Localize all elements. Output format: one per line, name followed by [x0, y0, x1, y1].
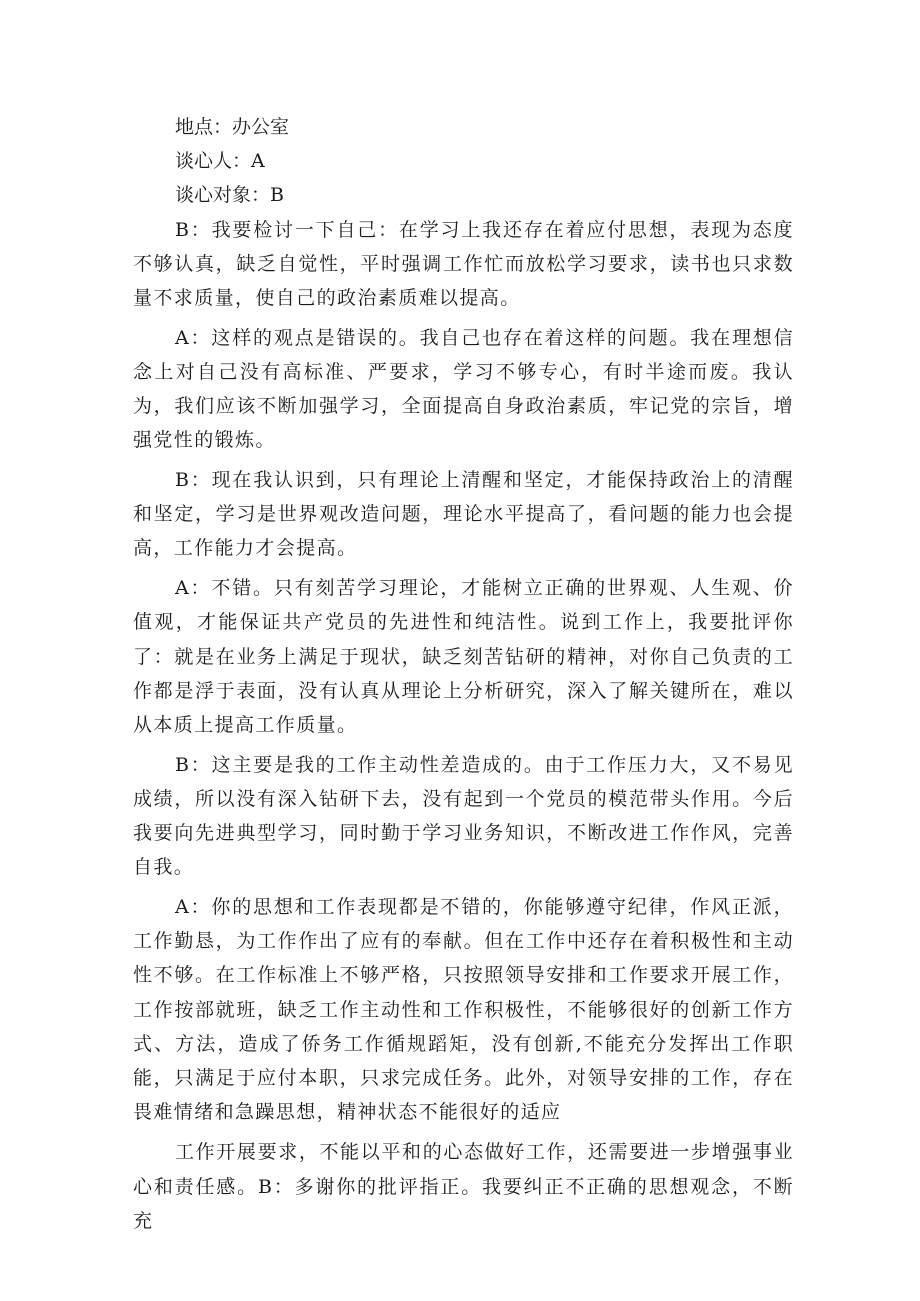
- dialogue-paragraph: A：你的思想和工作表现都是不错的，你能够遵守纪律，作风正派，工作勤恳，为工作作出了应有的奉献。但在工作中还存在着积极性和主动性不够。在工作标准上不够严格，只按照领导安排和工作要求开展工作，工作按部就班，缺乏工作主动性和工作积极性，不能够很好的创新工作方式、方法，造成了侨务工作循规蹈矩，没有创新,不能充分发挥出工作职能，只满足于应付本职，只求完成任务。此外，对领导安排的工作，存在畏难情绪和急躁思想，精神状态不能很好的适应: [133, 895, 794, 1124]
- dialogue-paragraph: B：我要检讨一下自己：在学习上我还存在着应付思想，表现为态度不够认真，缺乏自觉性，平时强调工作忙而放松学习要求，读书也只求数量不求质量，使自己的政治素质难以提高。: [133, 218, 794, 310]
- dialogue-paragraph: B：现在我认识到，只有理论上清醒和坚定，才能保持政治上的清醒和坚定，学习是世界观改造问题，理论水平提高了，看问题的能力也会提高，工作能力才会提高。: [133, 469, 794, 560]
- dialogue-paragraph: A：不错。只有刻苦学习理论，才能树立正确的世界观、人生观、价值观，才能保证共产党员的先进性和纯洁性。说到工作上，我要批评你了：就是在业务上满足于现状，缺乏刻苦钻研的精神，对你自己负责的工作都是浮于表面，没有认真从理论上分析研究，深入了解关键所在，难以从本质上提高工作质量。: [133, 577, 794, 736]
- meeting-interviewer: 谈心人：A: [175, 150, 265, 173]
- dialogue-paragraph: A：这样的观点是错误的。我自己也存在着这样的问题。我在理想信念上对自己没有高标准、严要求，学习不够专心，有时半途而废。我认为，我们应该不断加强学习，全面提高自身政治素质，牢记党的宗旨，增强党性的锻炼。: [133, 326, 794, 452]
- meeting-interviewee: 谈心对象：B: [175, 184, 284, 207]
- dialogue-paragraph: B：这主要是我的工作主动性差造成的。由于工作压力大，又不易见成绩，所以没有深入钻研下去，没有起到一个党员的模范带头作用。今后我要向先进典型学习，同时勤于学习业务知识，不断改进工作作风，完善自我。: [133, 753, 794, 879]
- dialogue-paragraph: 工作开展要求，不能以平和的心态做好工作，还需要进一步增强事业心和责任感。B：多谢你的批评指正。我要纠正不正确的思想观念，不断充: [133, 1141, 794, 1232]
- meeting-location: 地点：办公室: [175, 116, 290, 138]
